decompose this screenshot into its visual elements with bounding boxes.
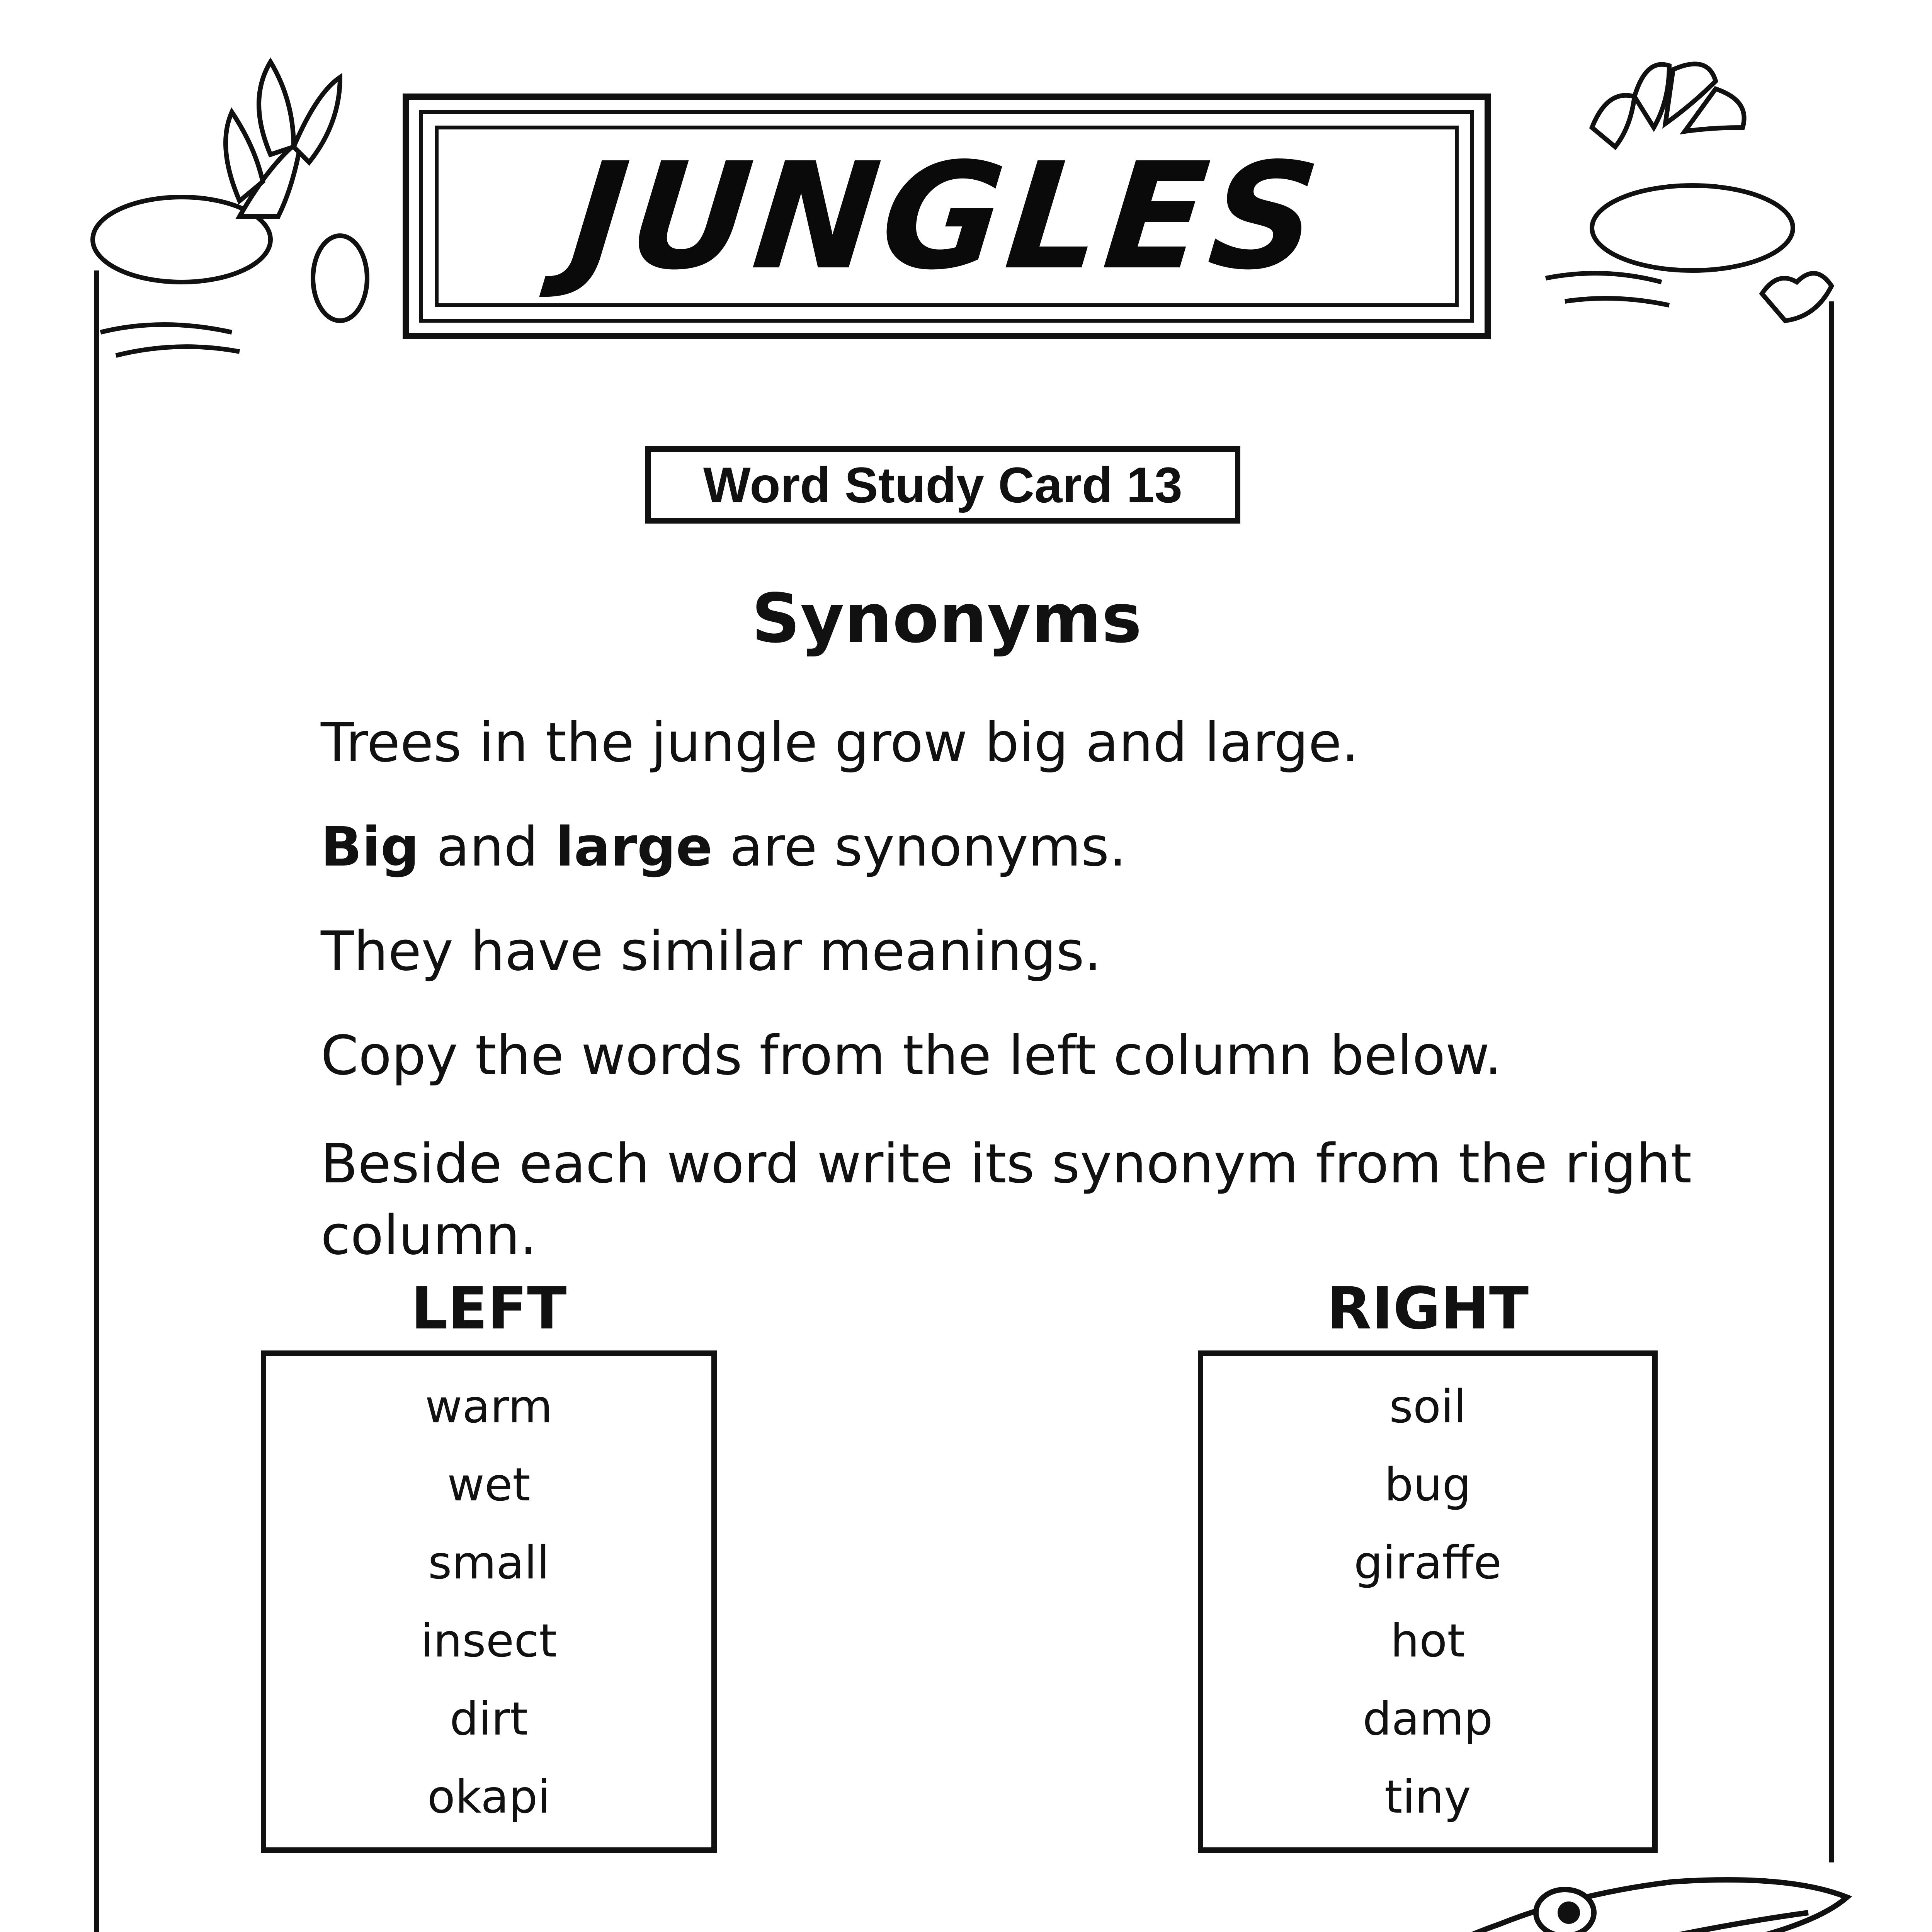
lesson-subtitle: Synonyms xyxy=(751,580,1142,658)
left-word: wet xyxy=(447,1458,531,1511)
lesson-line-1: Trees in the jungle grow big and large. xyxy=(321,711,1359,774)
lesson-line-3: They have similar meanings. xyxy=(321,920,1102,983)
right-word: damp xyxy=(1362,1692,1493,1745)
left-word-box xyxy=(261,1350,717,1853)
lesson-word-big: Big xyxy=(321,816,419,879)
right-word: bug xyxy=(1384,1458,1471,1511)
right-word-box xyxy=(1198,1350,1658,1853)
lesson-line-2-end: are synonyms. xyxy=(713,816,1126,879)
right-column-heading: RIGHT xyxy=(1327,1275,1529,1342)
left-word: okapi xyxy=(427,1770,551,1823)
right-word: tiny xyxy=(1384,1770,1471,1823)
right-word: hot xyxy=(1390,1614,1465,1667)
left-word: insect xyxy=(420,1614,557,1667)
lesson-word-large: large xyxy=(555,816,713,879)
lily-pad-right-icon xyxy=(1546,64,1832,321)
lesson-line-4: Copy the words from the left column below. xyxy=(321,1024,1502,1087)
lesson-line-2-mid: and xyxy=(419,816,556,879)
lily-pad-left-icon xyxy=(93,62,367,355)
right-word-list xyxy=(1203,1356,1652,1836)
left-word: warm xyxy=(425,1380,553,1433)
left-column-heading: LEFT xyxy=(411,1275,567,1342)
page-title: JUNGLES xyxy=(563,131,1330,302)
left-word: dirt xyxy=(449,1692,528,1745)
crocodile-illustration-icon xyxy=(70,1797,1909,1932)
right-word: soil xyxy=(1389,1380,1466,1433)
card-label: Word Study Card 13 xyxy=(645,446,1240,524)
lesson-line-2 xyxy=(321,811,1789,883)
left-word: small xyxy=(428,1536,550,1589)
lesson-line-5: Beside each word write its synonym from the right column. xyxy=(321,1133,1692,1267)
right-word: giraffe xyxy=(1354,1536,1502,1589)
left-word-list xyxy=(266,1356,711,1836)
